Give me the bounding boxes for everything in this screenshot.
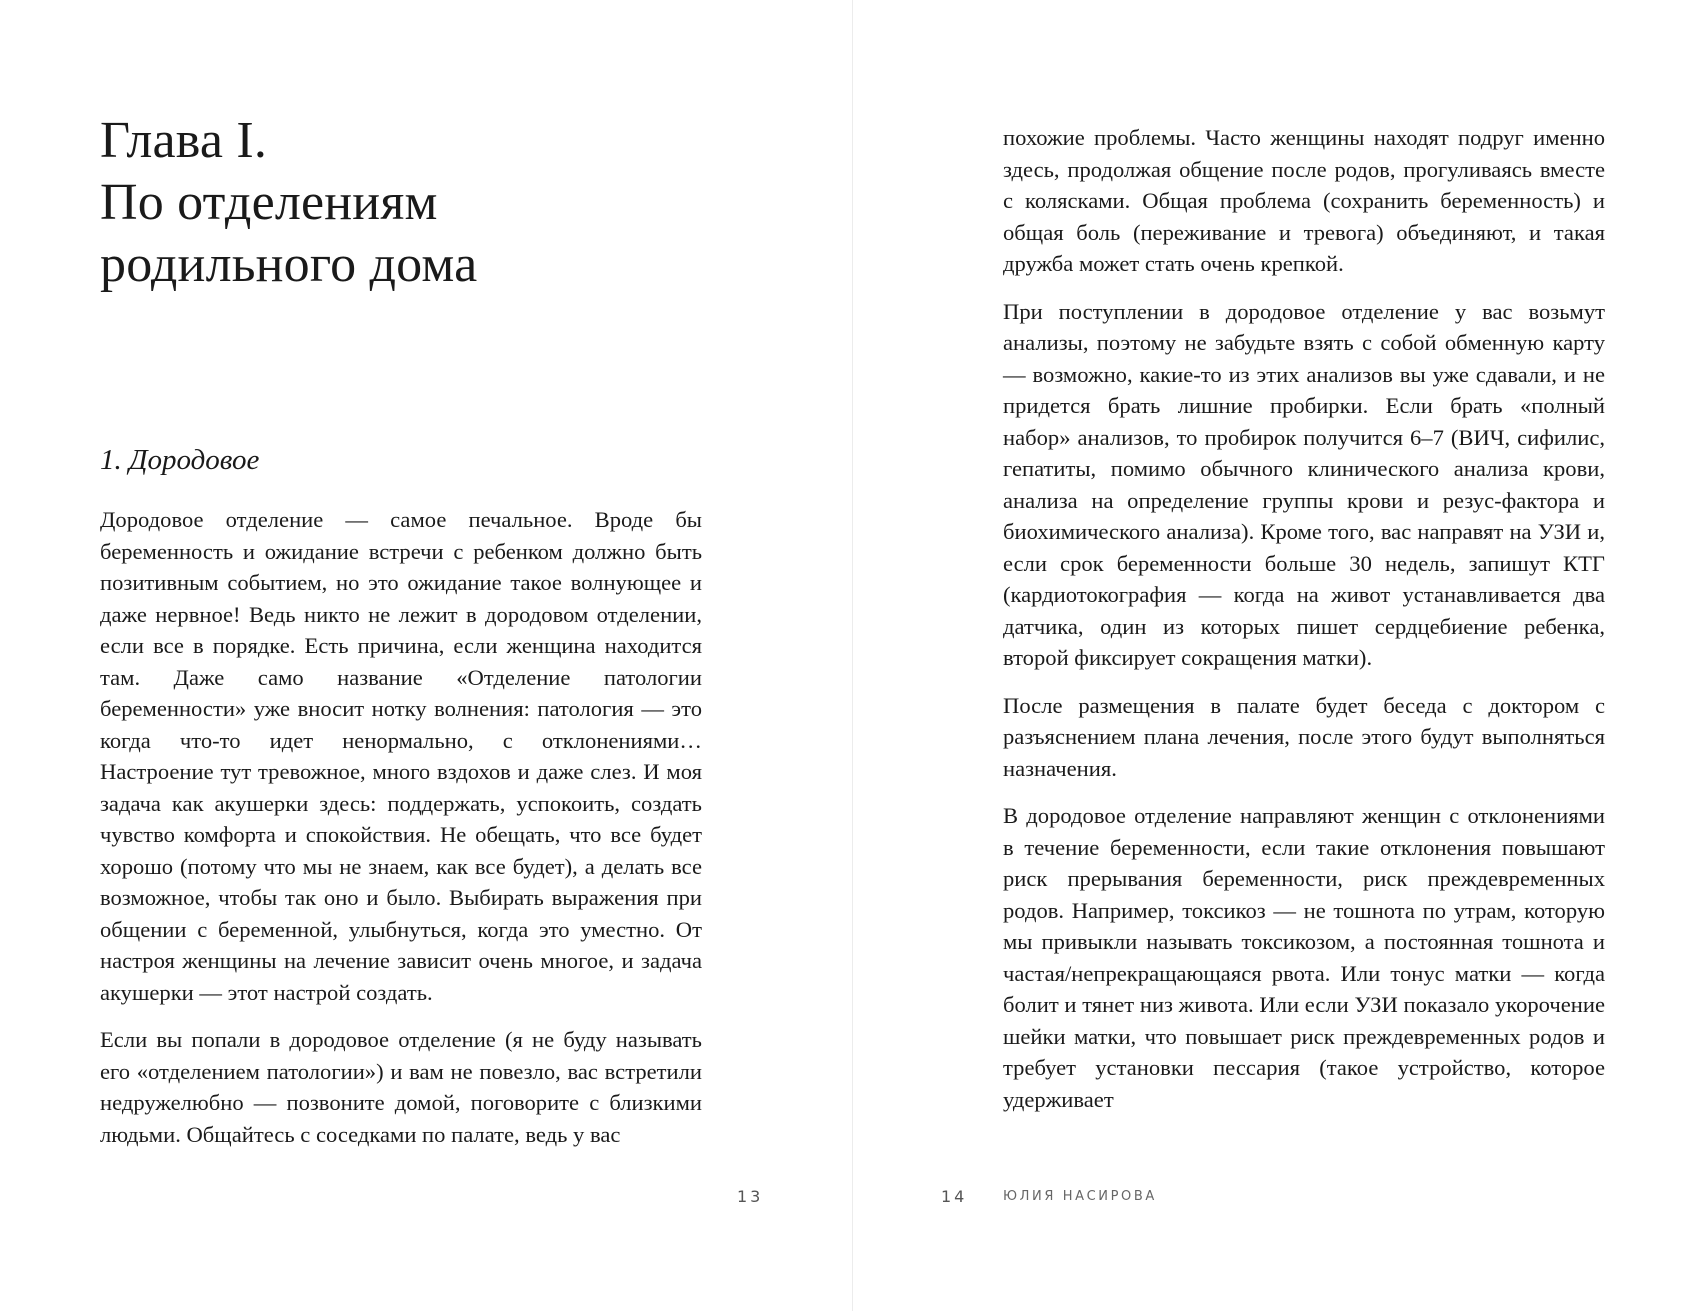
right-page — [853, 0, 1692, 1311]
left-body-text — [100, 504, 702, 1150]
paragraph: Дородовое отделение — самое печальное. Вроде бы беременность и ожидание встречи с ребенком должно быть позитивным событием, но это ожидание такое волнующее и даже нервное! Ведь никто не лежит в дородовом отделении, если все в порядке. Есть причина, если женщина находится там. Даже само название «Отделение патологии беременности» уже вносит нотку волнения: патология — это когда что-то идет ненормально, с отклонениями… Настроение тут тревожное, много вздохов и даже слез. И моя задача как акушерки здесь: поддержать, успокоить, создать чувство комфорта и спокойствия. Не обещать, что все будет хорошо (потому что мы не знаем, как все будет), а делать все возможное, чтобы так оно и было. Выбирать выражения при общении с беременной, улыбнуться, когда это уместно. От настроя женщины на лечение зависит очень многое, и задача акушерки — этот настрой создать. — [100, 507, 702, 1005]
chapter-title-line: родильного дома — [100, 236, 478, 293]
paragraph: Если вы попали в дородовое отделение (я не буду называть его «отделением патологии») и вам не повезло, вас встретили недружелюбно — позвоните домой, поговорите с близкими людьми. Общайтесь с соседками по палате, ведь у вас — [100, 1027, 702, 1147]
section-title: 1. Дородовое — [100, 444, 260, 476]
chapter-title-line: Глава I. — [100, 112, 268, 169]
page-number: 13 — [737, 1187, 764, 1206]
chapter-title — [100, 110, 720, 296]
paragraph: В дородовое отделение направляют женщин с отклонениями в течение беременности, если такие отклонения повышают риск прерывания беременности, риск преждевременных родов. Например, токсикоз — не тошнота по утрам, которую мы привыкли называть токсикозом, а постоянная тошнота и частая/непрекращающаяся рвота. Или тонус матки — когда болит и тянет низ живота. Или если УЗИ показало укорочение шейки матки, что повышает риск преждевременных родов и требует установки пессария (такое устройство, которое удерживает — [1003, 803, 1605, 1112]
paragraph: После размещения в палате будет беседа с доктором с разъяснением плана лечения, после этого будут выполняться назначения. — [1003, 692, 1605, 781]
right-body-text — [1003, 122, 1605, 1115]
chapter-title-line: По отделениям — [100, 174, 438, 231]
paragraph: При поступлении в дородовое отделение у вас возьмут анализы, поэтому не забудьте взять с собой обменную карту — возможно, какие-то из этих анализов вы уже сдавали, и не придется брать лишние пробирки. Если брать «полный набор» анализов, то пробирок получится 6–7 (ВИЧ, сифилис, гепатиты, помимо обычного клинического анализа крови, анализа на определение группы крови и резус-фактора и биохимического анализа). Кроме того, вас направят на УЗИ и, если срок беременности больше 30 недель, запишут КТГ (кардиотокография — когда на живот устанавливается два датчика, один из которых пишет сердцебиение ребенка, второй фиксирует сокращения матки). — [1003, 298, 1605, 670]
page-number: 14 — [941, 1187, 968, 1206]
paragraph: похожие проблемы. Часто женщины находят подруг именно здесь, продолжая общение после родов, прогуливаясь вместе с колясками. Общая проблема (сохранить беременность) и общая боль (переживание и тревога) объединяют, и такая дружба может стать очень крепкой. — [1003, 125, 1605, 276]
running-head-author: ЮЛИЯ НАСИРОВА — [1003, 1189, 1157, 1204]
